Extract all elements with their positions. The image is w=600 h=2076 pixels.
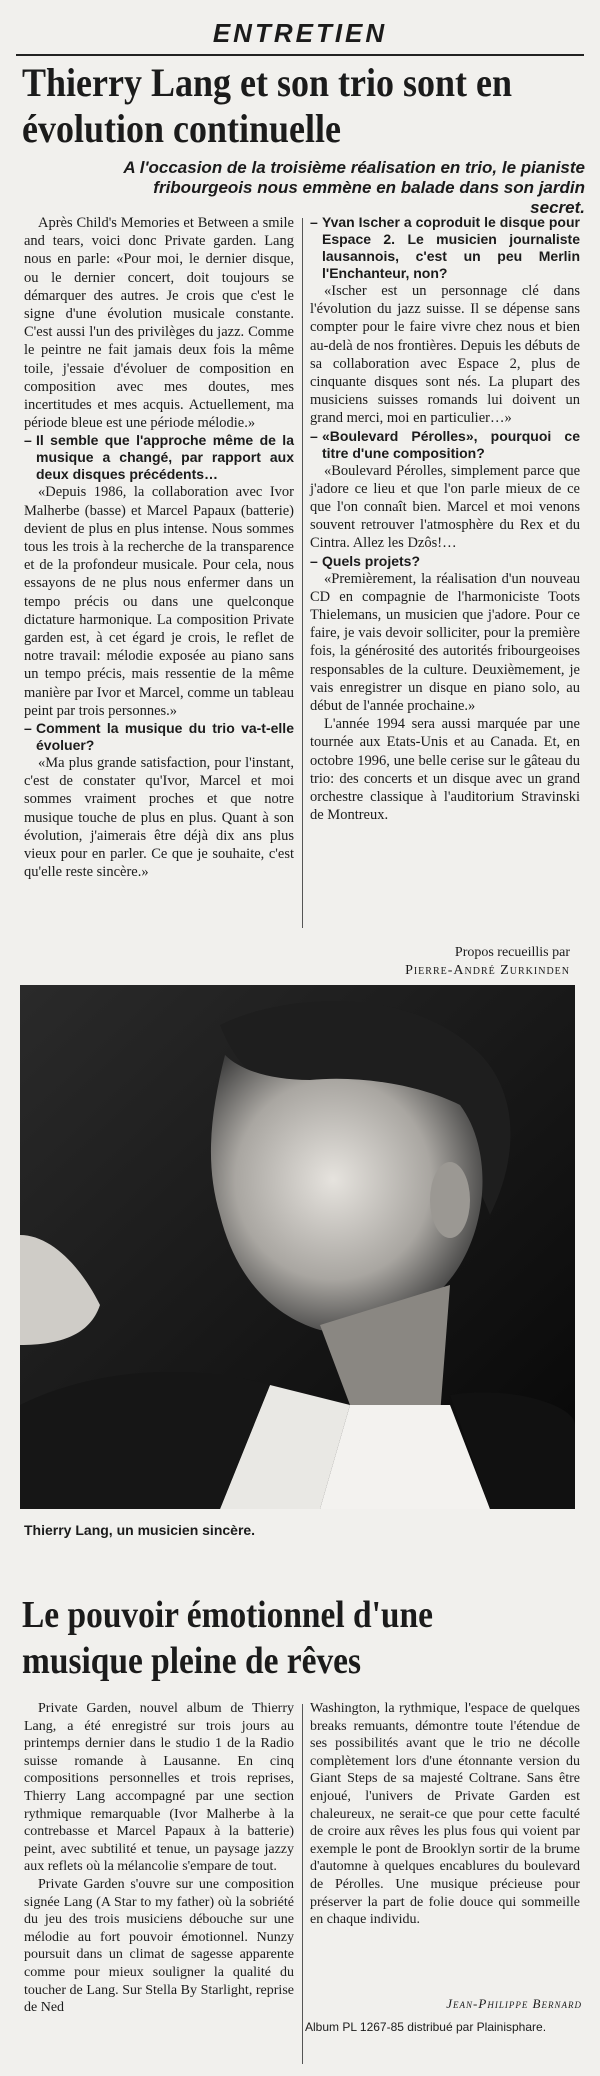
review-column-divider: [302, 1704, 303, 2064]
portrait-illustration: [20, 985, 575, 1509]
review-paragraph-1: Private Garden, nouvel album de Thierry Lang, a été enregistré sur trois jours au printemps dernier dans le studio 1 de la Radio suisse romande à Lausanne. En cinq compositions personnelles et trois reprises, Thierry Lang accompagné par une section rythmique remarquable (Ivor Malherbe à la contrebasse et Marcel Papaux à la batterie) peint, avec subtilité et tenue, un paysage jazzy aux reflets où la mélancolie s'empare de tout.: [24, 1701, 294, 1875]
review-column-left: [24, 1700, 294, 2017]
question-1: – Il semble que l'approche même de la musique a changé, par rapport aux deux disques précédents…: [24, 432, 294, 483]
question-4: – «Boulevard Pérolles», pourquoi ce titre d'une composition?: [310, 428, 580, 462]
byline-prefix: Propos recueillis par: [454, 945, 570, 960]
review-column-right: [310, 1700, 580, 1929]
section-kicker: ENTRETIEN: [212, 18, 388, 48]
interview-byline: [310, 944, 570, 980]
answer-4: «Boulevard Pérolles, simplement parce que j'adore ce lieu et que l'on parle mieux de ce que l'on connaît bien. Marcel et moi venons souvent retrouver l'atmosphère du Rex et du Cintra. Allez les Dzôs!…: [310, 462, 580, 552]
interview-intro: Après Child's Memories et Between a smile and tears, voici donc Private garden. Lang nous en parle: «Pour moi, le dernier disque, ou le dernier concert, doit toujours se démarquer des autres. Je crois que c'est le signe d'une évolution musicale constante. C'est aussi l'un des privilèges du jazz. Comme le peintre ne fait jamais deux fois la même toile, j'essaie d'évoluer de composition en composition avec mes doutes, mes incertitudes et mes acquis. Actuellement, ma période bleue est une période mélodie.»: [24, 215, 294, 432]
review-headline: Le pouvoir émotionnel d'une musique pleine de rêves: [22, 1594, 433, 1682]
answer-3: «Ischer est un personnage clé dans l'évolution du jazz suisse. Il se dépense sans compter pour le faire vivre chez nous et bien au-delà de nos frontières. Depuis les débuts de sa collaboration avec Espace 2, plus de cinquante disques sont nés. La plupart des musiciens suisses romands lui doivent un grand merci, moi en particulier…»: [310, 283, 580, 427]
standfirst: A l'occasion de la troisième réalisation en trio, le pianiste fribourgeois nous emmène en balade dans son jardin secret.: [123, 158, 585, 217]
interview-column-left: [24, 214, 294, 882]
review-paragraph-3: Washington, la rythmique, l'espace de quelques breaks remuants, démontre toute l'étendue de ses possibilités avant que le trio ne décolle complètement lors d'une étonnante version du Giant Steps de sa majesté Coltrane. Sans être enjoué, l'univers de Private Garden est chaleureux, ne serait-ce que pour cette faculté de croire aux rêves les plus fous qui voient par exemple le pont de Brooklyn sortir de la brume d'automne à quelques encablures du boulevard de Pérolles. Une musique précieuse pour préserver la part de folie douce qui sommeille en chaque individu.: [310, 1701, 580, 1928]
answer-2: «Ma plus grande satisfaction, pour l'instant, c'est de constater qu'Ivor, Marcel et moi sommes vraiment proches et que notre musique touche de plus en plus. Quant à son évolution, j'aimerais être déjà dix ans plus vieux pour en parler. Ce que je souhaite, c'est qu'elle reste sincère.»: [24, 755, 294, 881]
answer-1: «Depuis 1986, la collaboration avec Ivor Malherbe (basse) et Marcel Papaux (batterie) devient de plus en plus intense. Nous sommes tous les trois à la recherche de la transparence et de la profondeur musicale. Pour cela, nous essayons de ne plus nous enfermer dans un tempo précis ou dans une quelconque dictature harmonique. La composition Private garden est, à cet égard je crois, le reflet de notre travail: mélodie exposée au piano sans un tempo précis, mais ressentie de la même manière par Ivor et Marcel, comme un tableau peint par trois personnes.»: [24, 484, 294, 719]
answer-5: «Premièrement, la réalisation d'un nouveau CD en compagnie de l'harmoniciste Toots Thielemans, un musicien que j'adore. Pour ce faire, je vais devoir solliciter, pour la première fois, la générosité des autorités fribourgeoises responsables de la culture. Deuxièmement, je vais enregistrer un disque en piano solo, au début de l'année prochaine.»: [310, 570, 580, 715]
byline-name: Pierre-André Zurkinden: [405, 963, 570, 978]
review-signature: Jean-Philippe Bernard: [446, 1996, 582, 2011]
question-3: – Yvan Ischer a coproduit le disque pour Espace 2. Le musicien journaliste lausannois, c'est un peu Merlin l'Enchanteur, non?: [310, 214, 580, 282]
question-5: – Quels projets?: [310, 553, 580, 570]
interview-column-right: [310, 214, 580, 824]
photo-caption: Thierry Lang, un musicien sincère.: [24, 1522, 256, 1538]
answer-6: L'année 1994 sera aussi marquée par une tournée aux Etats-Unis et au Canada. Et, en octobre 1996, une belle cerise sur le gâteau du trio: des concerts et un disque avec un grand orchestre classique à l'auditorium Stravinski de Montreux.: [310, 716, 580, 824]
main-headline: Thierry Lang et son trio sont en évolution continuelle: [22, 60, 512, 151]
portrait-photo: [20, 985, 575, 1509]
album-credit: Album PL 1267-85 distribué par Plainisphare.: [305, 2020, 547, 2034]
review-paragraph-2: Private Garden s'ouvre sur une composition signée Lang (A Star to my father) où la sobriété du jeu des trois musiciens débouche sur une mélodie au fort pouvoir émotionnel. Nunzy poursuit dans un climat de sagesse apparente comme pour mieux souligner la qualité du toucher de Lang. Sur Stella By Starlight, reprise de Ned: [24, 1876, 294, 2016]
column-divider: [302, 218, 303, 928]
top-rule: [16, 54, 584, 56]
question-2: – Comment la musique du trio va-t-elle évoluer?: [24, 720, 294, 754]
